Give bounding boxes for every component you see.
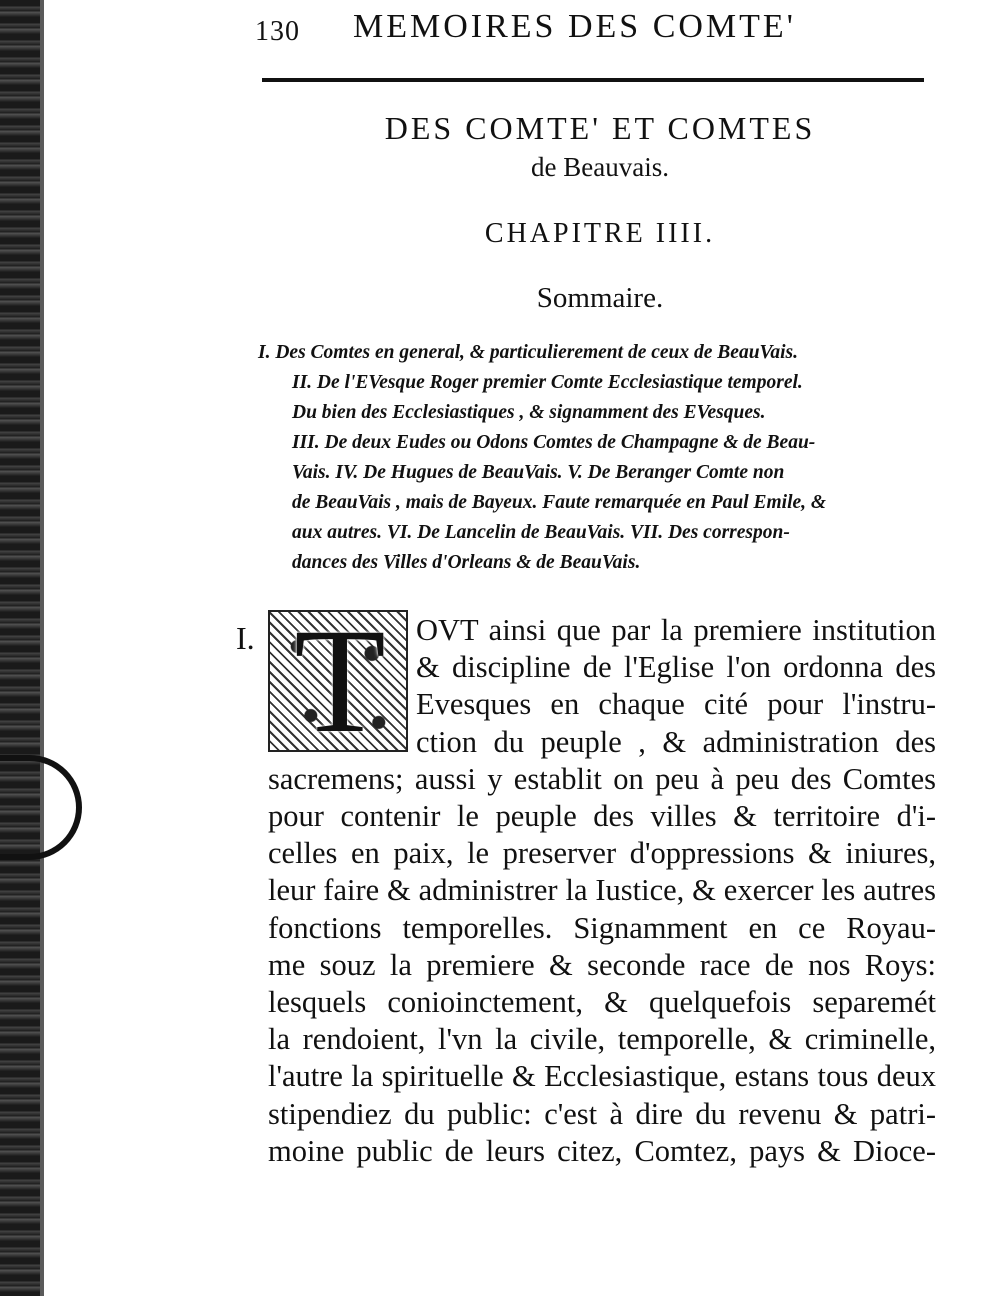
body-line: moine public de leurs citez, Comtez, pays & Dioce- <box>268 1133 936 1168</box>
body-line: & discipline de l'Eglise l'on ordonna des <box>416 650 936 685</box>
sommaire-line: de BeauVais , mais de Bayeux. Faute remarquée en Paul Emile, & <box>292 492 827 513</box>
section-title: DES COMTE' ET COMTES <box>384 110 816 146</box>
body-line: lesquels conioinctement, & quelquefois separemét <box>268 985 936 1020</box>
body-line: OVT ainsi que par la premiere institution <box>416 613 936 647</box>
sommaire-line: I. Des Comtes en general, & particulierement de ceux de BeauVais. <box>258 342 799 363</box>
body-line: leur faire & administrer la Iustice, & exercer les autres <box>268 873 936 908</box>
sommaire-line: aux autres. VI. De Lancelin de BeauVais. VII. Des correspon- <box>292 522 790 543</box>
sommaire-line: III. De deux Eudes ou Odons Comtes de Champagne & de Beau- <box>292 432 816 453</box>
body-line: l'autre la spirituelle & Ecclesiastique, estans tous deux <box>268 1059 936 1094</box>
header-rule <box>262 78 924 82</box>
sommaire-line: Vais. IV. De Hugues de BeauVais. V. De Beranger Comte non <box>292 462 785 483</box>
drop-cap-letter: T <box>294 598 386 764</box>
sommaire-line: Du bien des Ecclesiastiques , & signamment des EVesques. <box>292 402 766 423</box>
body-line: Evesques en chaque cité pour l'instru- <box>416 687 936 722</box>
page-number: 130 <box>255 16 300 47</box>
body-text <box>268 612 936 1170</box>
body-line: sacremens; aussi y establit on peu à peu des Comtes <box>268 761 936 796</box>
page-gutter <box>40 0 44 1296</box>
body-line: ction du peuple , & administration des <box>416 724 936 759</box>
section-marker: I. <box>236 620 255 656</box>
body-line: fonctions temporelles. Signamment en ce Royau- <box>268 910 936 945</box>
sommaire-line: dances des Villes d'Orleans & de BeauVais. <box>292 552 641 573</box>
body-line: stipendiez du public: c'est à dire du revenu & patri- <box>268 1096 936 1131</box>
sommaire-line: II. De l'EVesque Roger premier Comte Ecclesiastique temporel. <box>292 372 803 393</box>
body-line: pour contenir le peuple des villes & territoire d'i- <box>268 799 936 834</box>
section-subtitle: de Beauvais. <box>531 152 669 182</box>
running-head <box>255 6 895 46</box>
running-title: MEMOIRES DES COMTE' <box>353 8 796 45</box>
chapter-heading: CHAPITRE IIII. <box>484 218 716 249</box>
body-line: me souz la premiere & seconde race de nos Roys: <box>268 947 936 982</box>
sommaire-block <box>258 338 938 578</box>
scan-thumb-mark <box>0 755 82 860</box>
sommaire-title: Sommaire. <box>536 282 664 314</box>
body-line: la rendoient, l'vn la civile, temporelle, & criminelle, <box>268 1022 936 1057</box>
body-line: celles en paix, le preserver d'oppressions & iniures, <box>268 836 936 871</box>
book-binding-edge <box>0 0 42 1296</box>
